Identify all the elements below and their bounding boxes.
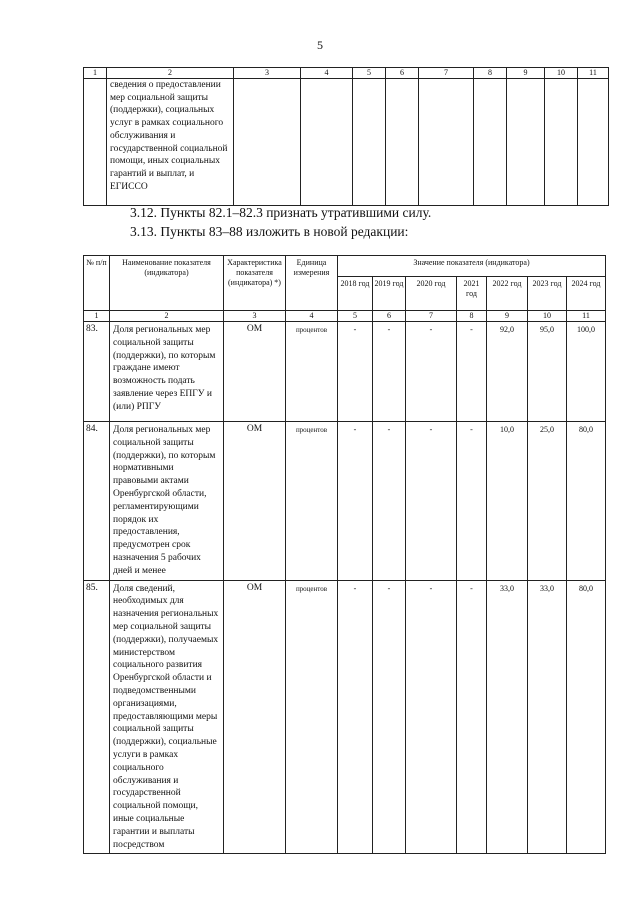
table-row xyxy=(84,322,606,422)
value-cell: - xyxy=(457,422,487,581)
col-number: 5 xyxy=(353,68,386,79)
indicator-name: Доля региональных мер социальной защиты (поддержки), по которым нормативными правовыми актами Оренбургской области, регламентирующими порядок их предоставления, предусмотрен срок назначения 5 рабочих дней и менее xyxy=(110,422,224,581)
col-number: 9 xyxy=(507,68,545,79)
value-cell: 33,0 xyxy=(487,580,528,854)
continuation-table xyxy=(83,67,609,206)
col-number: 1 xyxy=(84,311,110,322)
header-name: Наименование показателя (индикатора) xyxy=(110,256,224,311)
value-cell: 33,0 xyxy=(528,580,567,854)
indicator-unit: процентов xyxy=(286,322,338,422)
col-number: 2 xyxy=(110,311,224,322)
continuation-text: сведения о предоставлении мер социальной защиты (поддержки), социальных услуг в рамках социального обслуживания и государственной социальной помощи, иных социальных гарантий и выплат, и ЕГИССО xyxy=(107,79,234,206)
col-number: 3 xyxy=(224,311,286,322)
header-year: 2022 год xyxy=(487,277,528,311)
header-year: 2021 год xyxy=(457,277,487,311)
header-values: Значение показателя (индикатора) xyxy=(338,256,606,277)
value-cell: - xyxy=(406,580,457,854)
col-number: 9 xyxy=(487,311,528,322)
row-number: 85. xyxy=(84,580,110,854)
value-cell: - xyxy=(338,422,373,581)
header-year: 2019 год xyxy=(373,277,406,311)
row-number: 83. xyxy=(84,322,110,422)
table-row xyxy=(84,422,606,581)
value-cell: - xyxy=(373,580,406,854)
value-cell: - xyxy=(373,422,406,581)
indicator-name: Доля региональных мер социальной защиты (поддержки), по которым граждане имеют возможность подать заявление через ЕПГУ и (или) РПГУ xyxy=(110,322,224,422)
value-cell: - xyxy=(338,322,373,422)
col-number: 4 xyxy=(286,311,338,322)
header-year: 2018 год xyxy=(338,277,373,311)
paragraph-3-13: 3.13. Пункты 83–88 изложить в новой редакции: xyxy=(130,224,409,239)
page-number: 5 xyxy=(317,38,323,52)
paragraph-3-12: 3.12. Пункты 82.1–82.3 признать утратившими силу. xyxy=(130,205,432,220)
col-number: 6 xyxy=(373,311,406,322)
indicator-characteristic: ОМ xyxy=(224,580,286,854)
col-number: 7 xyxy=(419,68,474,79)
col-number: 7 xyxy=(406,311,457,322)
value-cell: - xyxy=(338,580,373,854)
value-cell: 25,0 xyxy=(528,422,567,581)
col-number: 8 xyxy=(457,311,487,322)
value-cell: 95,0 xyxy=(528,322,567,422)
column-number-row xyxy=(84,68,609,79)
table-row xyxy=(84,580,606,854)
col-number: 8 xyxy=(474,68,507,79)
col-number: 3 xyxy=(234,68,301,79)
col-number: 1 xyxy=(84,68,107,79)
col-number: 5 xyxy=(338,311,373,322)
header-characteristic: Характеристика показателя (индикатора) *) xyxy=(224,256,286,311)
indicators-table xyxy=(83,255,606,854)
value-cell: 80,0 xyxy=(567,580,606,854)
indicator-characteristic: ОМ xyxy=(224,422,286,581)
column-number-row xyxy=(84,311,606,322)
table-row xyxy=(84,79,609,206)
col-number: 10 xyxy=(545,68,578,79)
col-number: 10 xyxy=(528,311,567,322)
col-number: 4 xyxy=(301,68,353,79)
row-number: 84. xyxy=(84,422,110,581)
header-row xyxy=(84,256,606,277)
value-cell: 80,0 xyxy=(567,422,606,581)
value-cell: 100,0 xyxy=(567,322,606,422)
header-year: 2020 год xyxy=(406,277,457,311)
value-cell: 92,0 xyxy=(487,322,528,422)
value-cell: - xyxy=(406,322,457,422)
value-cell: - xyxy=(373,322,406,422)
col-number: 11 xyxy=(567,311,606,322)
col-number: 11 xyxy=(578,68,609,79)
col-number: 2 xyxy=(107,68,234,79)
value-cell: - xyxy=(406,422,457,581)
indicator-characteristic: ОМ xyxy=(224,322,286,422)
value-cell: - xyxy=(457,580,487,854)
indicator-unit: процентов xyxy=(286,580,338,854)
col-number: 6 xyxy=(386,68,419,79)
value-cell: - xyxy=(457,322,487,422)
value-cell: 10,0 xyxy=(487,422,528,581)
indicator-unit: процентов xyxy=(286,422,338,581)
header-year: 2023 год xyxy=(528,277,567,311)
header-year: 2024 год xyxy=(567,277,606,311)
header-num: № п/п xyxy=(84,256,110,311)
header-unit: Единица измерения xyxy=(286,256,338,311)
indicator-name: Доля сведений, необходимых для назначения региональных мер социальной защиты (поддержки), получаемых министерством социального развития Оренбургской области и подведомственными организациями, предоставляющими меры социальной защиты (поддержки), социальные услуги в рамках социального обслуживания и государственной социальной помощи, иные социальные гарантии и выплаты посредством xyxy=(110,580,224,854)
